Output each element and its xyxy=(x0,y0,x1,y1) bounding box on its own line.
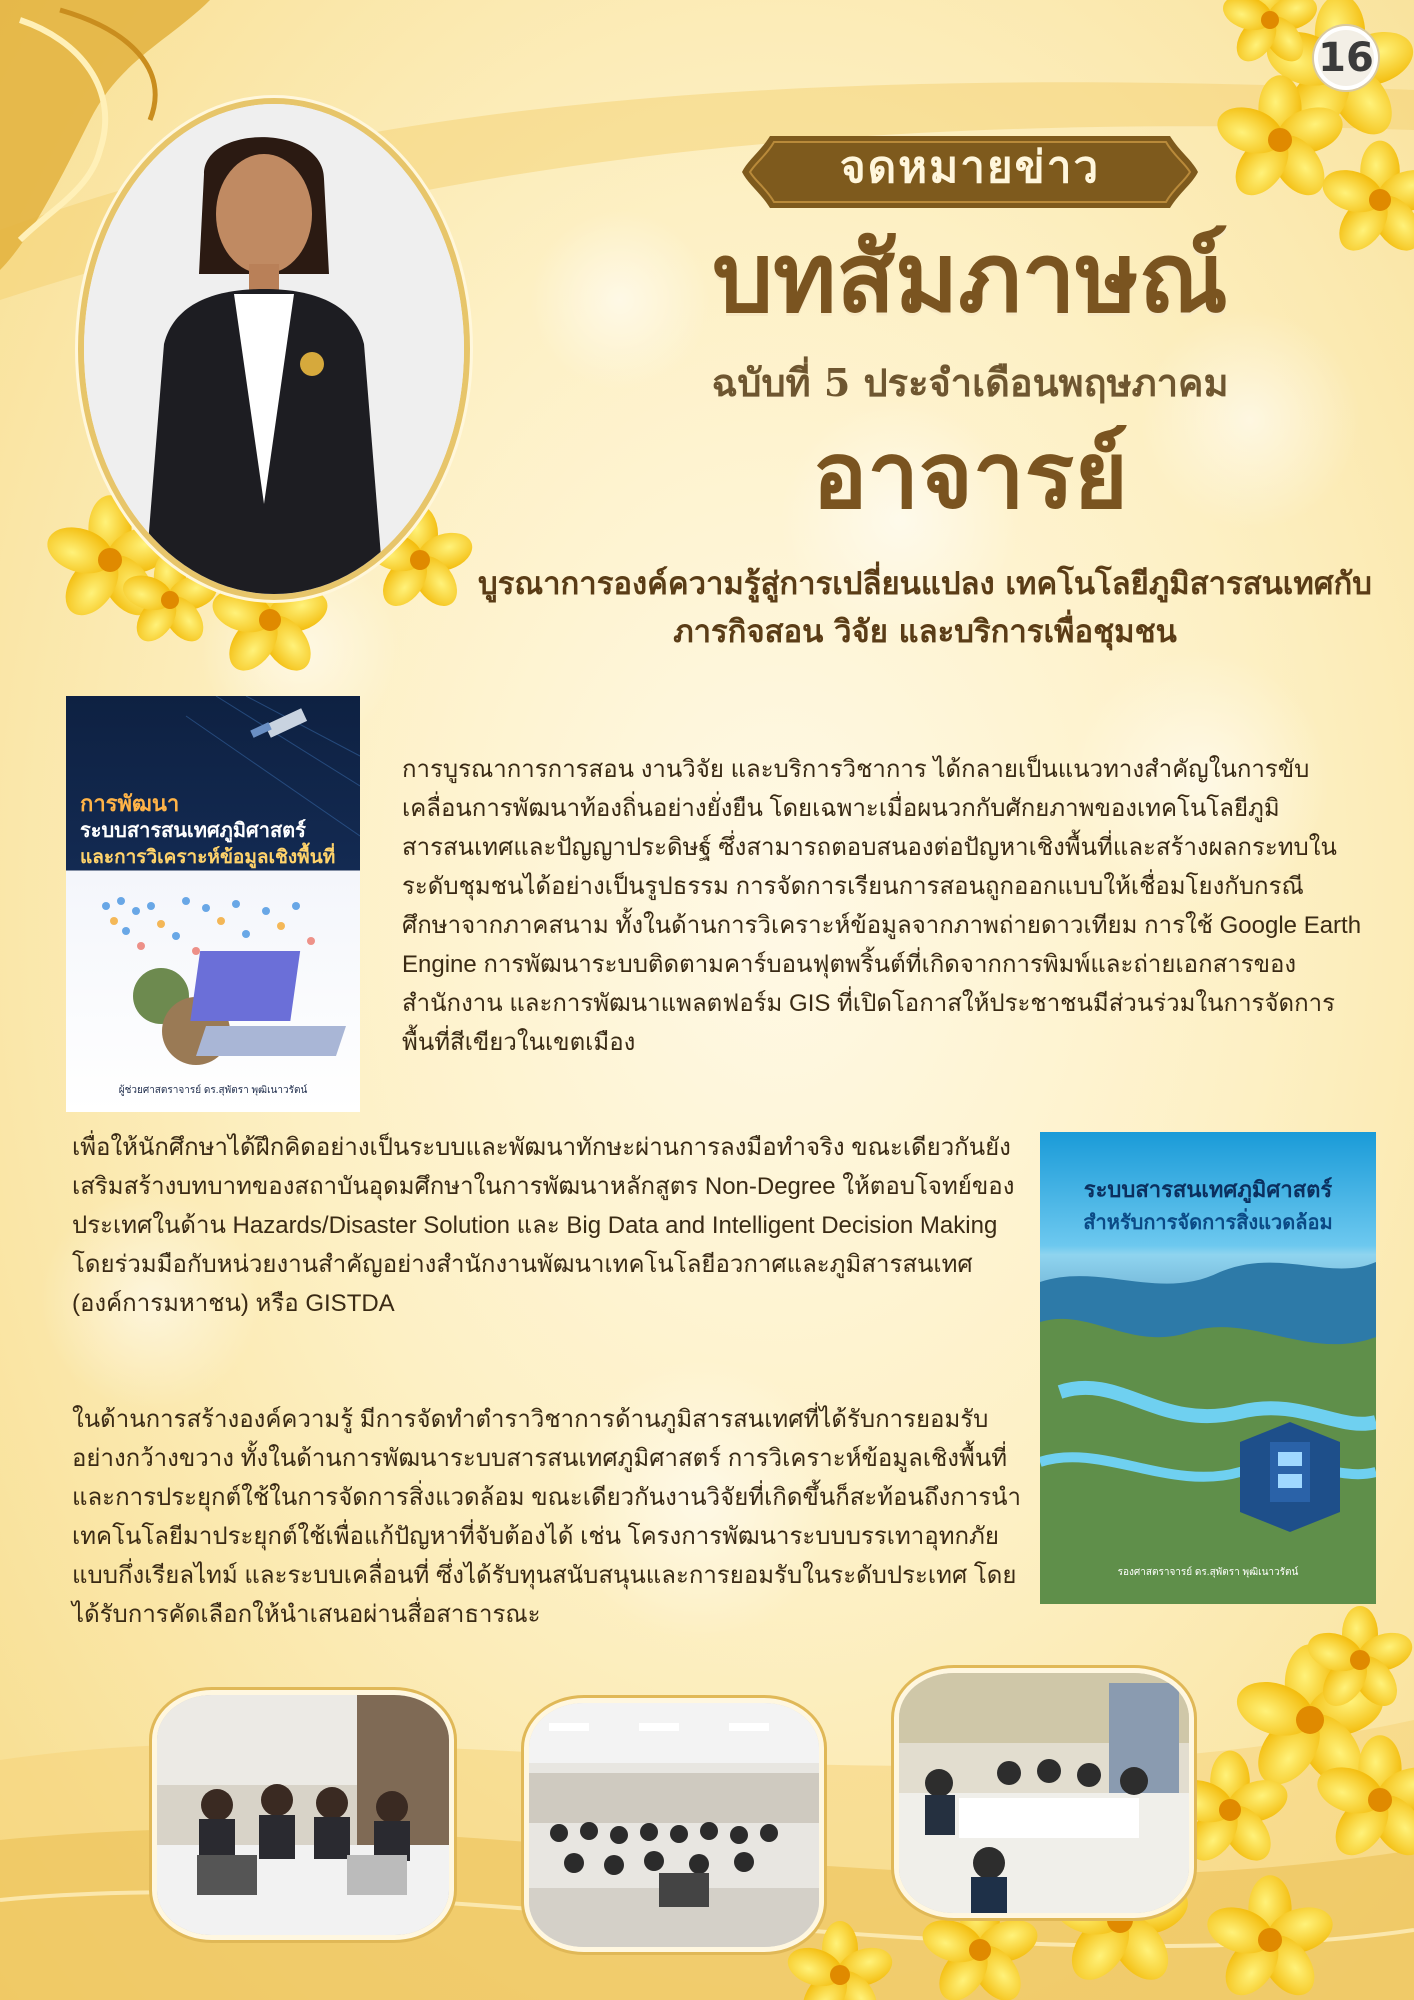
book1-title-line2: ระบบสารสนเทศภูมิศาสตร์ xyxy=(80,820,306,842)
book1-author: ผู้ช่วยศาสตราจารย์ ดร.สุพัตรา พุฒิเนาวรัตน์ xyxy=(118,1085,308,1096)
photo-meeting-illustration xyxy=(157,1695,449,1935)
photo-workshop-illustration xyxy=(899,1673,1189,1913)
article-headline: บูรณาการองค์ความรู้สู่การเปลี่ยนแปลง เทคโนโลยีภูมิสารสนเทศกับภารกิจสอน วิจัย และบริการเพื่อชุมชน xyxy=(478,566,1372,650)
person-illustration xyxy=(84,104,464,594)
book-cover-gis-development xyxy=(66,696,360,1112)
book-cover-art xyxy=(66,696,360,1112)
book2-title-line1: ระบบสารสนเทศภูมิศาสตร์ xyxy=(1083,1177,1333,1202)
paragraph-3: ในด้านการสร้างองค์ความรู้ มีการจัดทำตำราวิชาการด้านภูมิสารสนเทศที่ได้รับการยอมรับอย่างกว้างขวาง ทั้งในด้านการพัฒนาระบบสารสนเทศภูมิศาสตร์ การวิเคราะห์ข้อมูลเชิงพื้นที่ และการประยุกต์ใช้ในการจัดการสิ่งแวดล้อม ขณะเดียวกันงานวิจัยที่เกิดขึ้นก็สะท้อนถึงการนำเทคโนโลยีมาประยุกต์ใช้เพื่อแก้ปัญหาที่จับต้องได้ เช่น โครงการพัฒนาระบบบรรเทาอุทกภัยแบบกึ่งเรียลไทม์ และระบบเคลื่อนที่ ซึ่งได้รับทุนสนับสนุนและการยอมรับในระดับประเทศ โดยได้รับการคัดเลือกให้นำเสนอผ่านสื่อสาธารณะ xyxy=(72,1406,1021,1628)
page-number: 16 xyxy=(1318,30,1374,86)
page-title: บทสัมภาษณ์ xyxy=(712,221,1228,334)
activity-photo-workshop xyxy=(894,1668,1194,1918)
book1-title-line3: และการวิเคราะห์ข้อมูลเชิงพื้นที่ xyxy=(80,847,336,868)
paragraph-1: การบูรณาการการสอน งานวิจัย และบริการวิชาการ ได้กลายเป็นแนวทางสำคัญในการขับเคลื่อนการพัฒนาท้องถิ่นอย่างยั่งยืน โดยเฉพาะเมื่อผนวกกับศักยภาพของเทคโนโลยีภูมิสารสนเทศและปัญญาประดิษฐ์ ซึ่งสามารถตอบสนองต่อปัญหาเชิงพื้นที่และสร้างผลกระทบในระดับชุมชนได้อย่างเป็นรูปธรรม การจัดการเรียนการสอนถูกออกแบบให้เชื่อมโยงกับกรณีศึกษาจากภาคสนาม ทั้งในด้านการวิเคราะห์ข้อมูลจากภาพถ่ายดาวเทียม การใช้ Google Earth Engine การพัฒนาระบบติดตามคาร์บอนฟุตพริ้นต์ที่เกิดจากการพิมพ์และถ่ายเอกสารของสำนักงาน และการพัฒนาแพลตฟอร์ม GIS ที่เปิดโอกาสให้ประชาชนมีส่วนร่วมในการจัดการพื้นที่สีเขียวในเขตเมือง xyxy=(402,756,1362,1056)
interviewee-portrait xyxy=(78,98,470,600)
category-title: อาจารย์ xyxy=(812,421,1128,529)
banner-label: จดหมายข่าว xyxy=(839,142,1101,193)
issue-label: ฉบับที่ 5 ประจำเดือนพฤษภาคม xyxy=(711,360,1229,405)
activity-photo-classroom xyxy=(524,1698,824,1952)
book-cover-gis-environment xyxy=(1040,1132,1376,1604)
photo-classroom-illustration xyxy=(529,1703,819,1947)
book2-title-line2: สำหรับการจัดการสิ่งแวดล้อม xyxy=(1083,1212,1333,1234)
paragraph-2: เพื่อให้นักศึกษาได้ฝึกคิดอย่างเป็นระบบและพัฒนาทักษะผ่านการลงมือทำจริง ขณะเดียวกันยังเสริมสร้างบทบาทของสถาบันอุดมศึกษาในการพัฒนาหลักสูตร Non-Degree ให้ตอบโจทย์ของประเทศในด้าน Hazards/Disaster Solution และ Big Data and Intelligent Decision Making โดยร่วมมือกับหน่วยงานสำคัญอย่างสำนักงานพัฒนาเทคโนโลยีอวกาศและภูมิสารสนเทศ (องค์การมหาชน) หรือ GISTDA xyxy=(72,1134,1015,1317)
book1-title-line1: การพัฒนา xyxy=(80,791,180,816)
book2-author: รองศาสตราจารย์ ดร.สุพัตรา พุฒิเนาวรัตน์ xyxy=(1117,1567,1299,1578)
activity-photo-meeting xyxy=(152,1690,454,1940)
